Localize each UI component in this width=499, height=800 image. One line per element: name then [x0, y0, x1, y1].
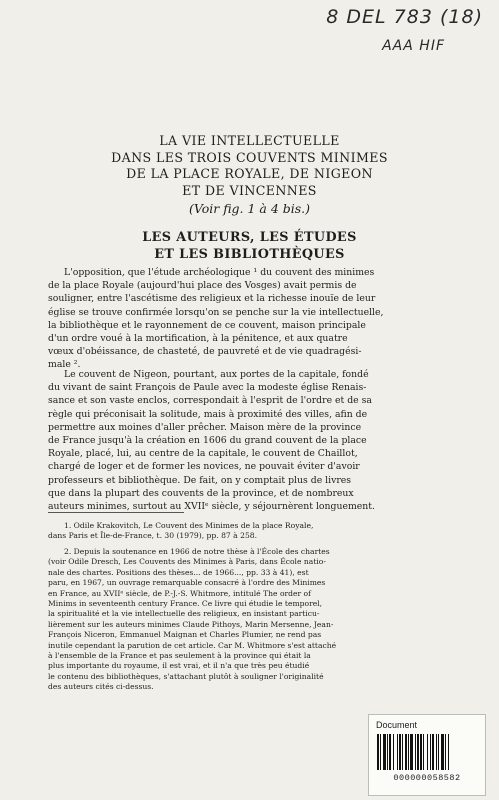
footnote-divider [48, 512, 184, 513]
text-line: de la place Royale (aujourd'hui place des Vosges) avait permis de [48, 280, 357, 292]
footnote-line: Minims in seventeenth century France. Ce livre qui étudie le temporel, [48, 599, 323, 609]
article-title [40, 133, 459, 199]
title-line: LA VIE INTELLECTUELLE [159, 133, 340, 148]
footnote-line: en France, au XVIIᵉ siècle, de P.-J.-S. Whitmore, intitulé The order of [48, 588, 311, 598]
barcode-icon [376, 734, 477, 770]
paragraph-2 [48, 368, 454, 513]
figure-reference: (Voir fig. 1 à 4 bis.) [188, 201, 311, 216]
footnote-line: paru, en 1967, un ouvrage remarquable consacré à l'ordre des Minimes [48, 578, 326, 588]
footnote-line: dans Paris et Île-de-France, t. 30 (1979), pp. 87 à 258. [48, 531, 258, 541]
footnote-line: le contenu des bibliothèques, s'attachant plutôt à souligner l'originalité [48, 671, 324, 681]
stamp-label: Document [376, 720, 418, 730]
heading-line: ET LES BIBLIOTHÈQUES [154, 246, 345, 262]
footnote-line: des auteurs cités ci-dessus. [48, 682, 154, 692]
text-line: chargé de loger et de former les novices, ne pouvait éviter d'avoir [48, 461, 360, 473]
paragraph-1 [48, 266, 454, 372]
footnote-line: plus importante du royaume, il est vrai, et il n'a que très peu étudié [48, 661, 310, 671]
barcode-number: 000000058582 [393, 773, 461, 783]
footnote-line: la spiritualité et la vie intellectuelle des religieux, en insistant particu- [48, 609, 320, 619]
footnote-line: inutile cependant la parution de cet article. Car M. Whitmore s'est attaché [48, 640, 337, 650]
text-line: professeurs et bibliothèque. De fait, on y comptait plus de livres [48, 474, 352, 486]
footnote-line: 1. Odile Krakovitch, Le Couvent des Minimes de la place Royale, [64, 521, 314, 530]
footnote-line: nale des chartes. Positions des thèses... de 1966..., pp. 33 à 41), est [48, 567, 309, 577]
text-line: Royale, placé, lui, au centre de la capitale, le couvent de Chaillot, [48, 448, 358, 460]
title-line: DANS LES TROIS COUVENTS MINIMES [111, 149, 388, 165]
footnote-1 [48, 521, 454, 542]
footnote-line: à l'ensemble de la France et pas seulement à la province qui était la [48, 651, 311, 661]
text-line: église se trouve confirmée lorsqu'on se penche sur la vie intellectuelle, [48, 306, 384, 318]
text-line: règle qui préconisait la solitude, mais à proximité des villes, afin de [48, 408, 368, 420]
text-line: male ². [48, 359, 81, 371]
footnote-line: 2. Depuis la soutenance en 1966 de notre thèse à l'École des chartes [64, 547, 330, 556]
text-line: vœux d'obéissance, de chasteté, de pauvreté et de vie quadragési- [48, 346, 362, 358]
title-line: ET DE VINCENNES [182, 182, 317, 198]
text-line: auteurs minimes, surtout au XVIIᵉ siècle, y séjournèrent longuement. [48, 501, 375, 513]
footnote-line: lièrement sur les auteurs minimes Claude Pithoys, Marin Mersenne, Jean- [48, 619, 334, 629]
title-line: DE LA PLACE ROYALE, DE NIGEON [126, 166, 373, 181]
text-line: du vivant de saint François de Paule avec la modeste église Renais- [48, 382, 367, 394]
text-line: permettre aux moines d'aller prêcher. Maison mère de la province [48, 421, 362, 433]
section-heading [40, 230, 459, 263]
text-line: que dans la plupart des couvents de la province, et de nombreux [48, 487, 354, 499]
handwritten-code: AAA HIF [382, 38, 445, 54]
text-line: de France jusqu'à la création en 1606 du grand couvent de la place [48, 435, 367, 447]
document-barcode-label [368, 714, 486, 796]
handwritten-shelfmark: 8 DEL 783 (18) [326, 6, 483, 28]
text-line: la bibliothèque et le rayonnement de ce couvent, maison principale [48, 319, 366, 331]
footnote-line: François Niceron, Emmanuel Maignan et Charles Plumier, ne rend pas [48, 630, 322, 640]
text-line: Le couvent de Nigeon, pourtant, aux portes de la capitale, fondé [64, 369, 369, 380]
footnote-2 [48, 547, 454, 693]
text-line: L'opposition, que l'étude archéologique ¹ du couvent des minimes [64, 267, 375, 278]
heading-line: LES AUTEURS, LES ÉTUDES [142, 230, 357, 245]
footnote-line: (voir Odile Dresch, Les Couvents des Minimes à Paris, dans École natio- [48, 557, 326, 567]
text-line: sance et son vaste enclos, correspondait à l'esprit de l'ordre et de sa [48, 395, 372, 407]
text-line: d'un ordre voué à la mortification, à la pénitence, et aux quatre [48, 333, 348, 345]
text-line: souligner, entre l'ascétisme des religieux et la richesse inouïe de leur [48, 293, 376, 305]
